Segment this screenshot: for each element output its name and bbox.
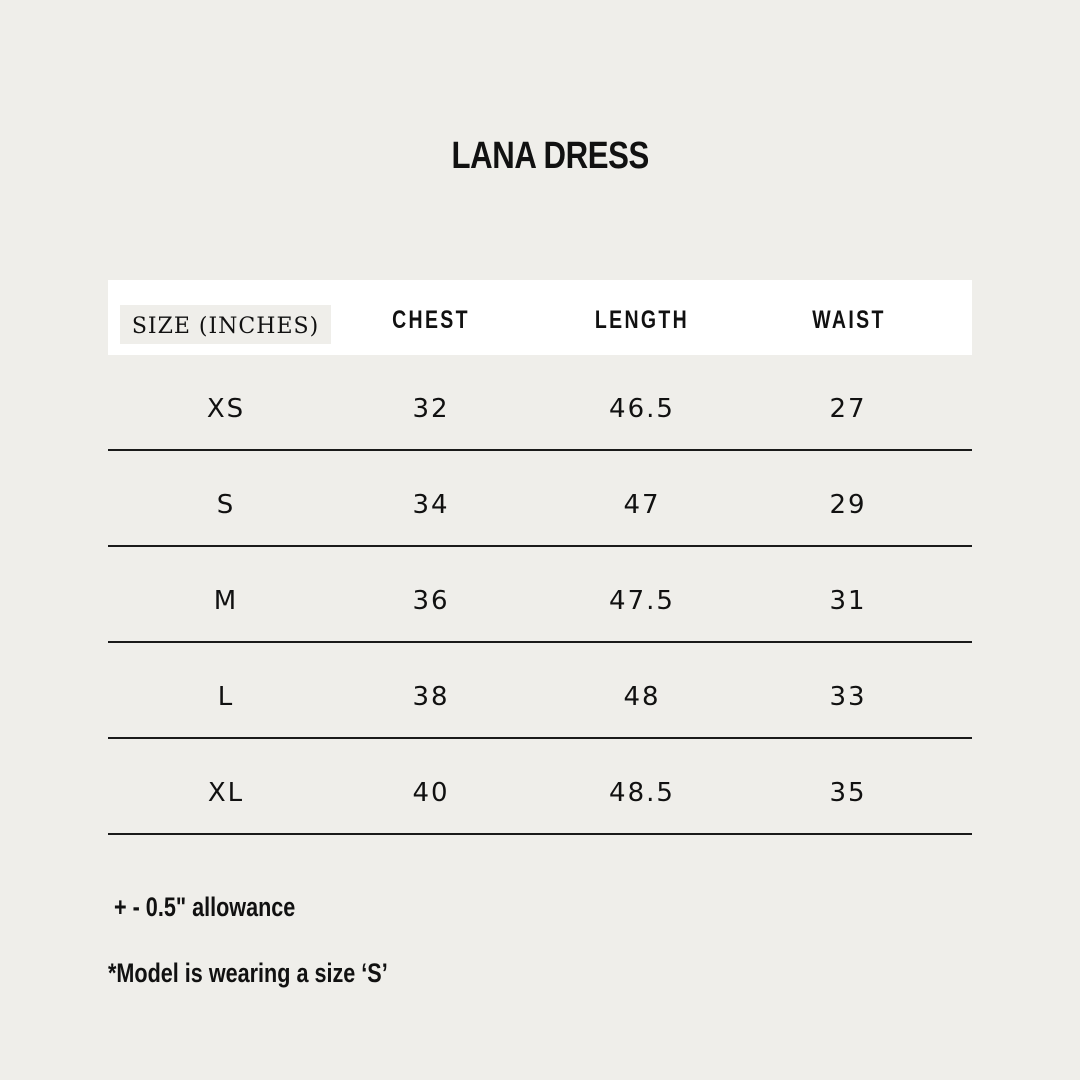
chest-column-header: CHEST [392,306,470,334]
table-row [108,547,972,643]
length-cell: 46.5 [609,394,675,424]
chest-cell: 40 [412,778,450,808]
chest-cell: 32 [412,394,450,424]
size-cell: L [217,682,235,712]
length-cell: 47.5 [609,586,675,616]
chest-cell: 36 [412,586,450,616]
allowance-note: + - 0.5" allowance [114,892,296,922]
length-column-header: LENGTH [594,306,690,334]
table-row [108,739,972,835]
table-row [108,451,972,547]
waist-column-header: WAIST [812,306,886,334]
size-column-label: SIZE (INCHES) [120,305,331,344]
model-size-note: *Model is wearing a size ‘S’ [108,958,388,988]
length-cell: 48.5 [609,778,675,808]
size-cell: XL [207,778,245,808]
size-cell: S [216,490,236,520]
table-row [108,355,972,451]
waist-cell: 31 [829,586,867,616]
waist-cell: 29 [829,490,867,520]
chest-cell: 38 [412,682,450,712]
waist-cell: 27 [829,394,867,424]
waist-cell: 35 [829,778,867,808]
table-row [108,643,972,739]
size-cell: XS [206,394,246,424]
length-cell: 47 [623,490,661,520]
size-cell: M [213,586,239,616]
waist-cell: 33 [829,682,867,712]
length-cell: 48 [623,682,661,712]
chest-cell: 34 [412,490,450,520]
page-title: LANA DRESS [451,135,649,177]
